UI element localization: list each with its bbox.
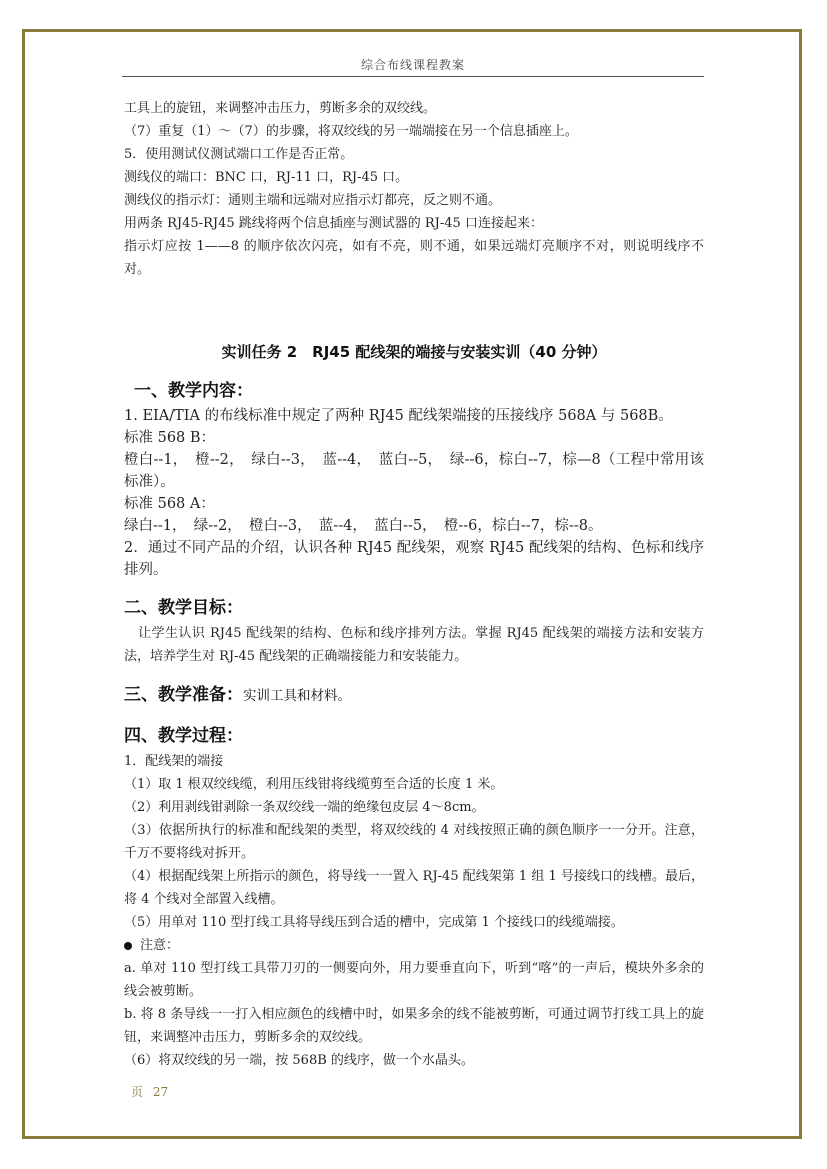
- task-title: 实训任务 2 RJ45 配线架的端接与安装实训（40 分钟）: [221, 343, 607, 361]
- text-line: 测线仪的端口：BNC 口，RJ-11 口，RJ-45 口。: [124, 170, 409, 185]
- section-heading-content: 一、教学内容：: [134, 381, 253, 401]
- text-line: a. 单对 110 型打线工具带刀刃的一侧要向外，用力要垂直向下，听到“喀”的一声后，模块外多余的线会被剪断。: [124, 961, 704, 999]
- text-line: 5．使用测试仪测试端口工作是否正常。: [124, 147, 354, 162]
- text-line: b. 将 8 条导线一一打入相应颜色的线槽中时，如果多余的线不能被剪断，可通过调节打线工具上的旋钮，来调整冲击压力，剪断多余的双绞线。: [124, 1007, 704, 1045]
- page-footer: [131, 1083, 168, 1100]
- text-line: （1）取 1 根双绞线缆，利用压线钳将线缆剪至合适的长度 1 米。: [124, 777, 504, 792]
- text-line: 标准 568 A：: [124, 496, 215, 512]
- section-heading-process: 四、教学过程：: [124, 726, 243, 746]
- text-line: （2）利用剥线钳剥除一条双绞线一端的绝缘包皮层 4～8cm。: [124, 800, 485, 815]
- prep-inline-text: 实训工具和材料。: [243, 688, 351, 704]
- bullet-icon: [124, 942, 132, 950]
- text-line: 1．配线架的端接: [124, 754, 224, 769]
- text-line: （3）依据所执行的标准和配线架的类型，将双绞线的 4 对线按照正确的颜色顺序一一分开。注意，千万不要将线对拆开。: [124, 823, 704, 861]
- text-line: 标准 568 B：: [124, 430, 216, 446]
- page-label: 页: [131, 1085, 144, 1099]
- note-label: 注意：: [140, 938, 180, 953]
- page-header: 综合布线课程教案: [360, 58, 465, 72]
- text-line: 2．通过不同产品的介绍，认识各种 RJ45 配线架，观察 RJ45 配线架的结构、色标和线序排列。: [124, 540, 704, 578]
- section-heading-goals: 二、教学目标：: [124, 598, 243, 618]
- text-line: （7）重复（1）～（7）的步骤，将双绞线的另一端端接在另一个信息插座上。: [124, 124, 578, 139]
- goals-text: 让学生认识 RJ45 配线架的结构、色标和线序排列方法。掌握 RJ45 配线架的端接方法和安装方法，培养学生对 RJ-45 配线架的正确端接能力和安装能力。: [124, 626, 704, 664]
- header-rule: [122, 76, 704, 77]
- text-line: （4）根据配线架上所指示的颜色，将导线一一置入 RJ-45 配线架第 1 组 1 号接线口的线槽。最后，将 4 个线对全部置入线槽。: [124, 869, 704, 907]
- page-content: [124, 97, 704, 1072]
- text-line: 绿白--1， 绿--2， 橙白--3， 蓝--4， 蓝白--5， 橙--6，棕白--7，棕--8。: [124, 518, 603, 534]
- note-label-line: [124, 934, 704, 957]
- page-number: 27: [152, 1085, 169, 1099]
- text-line: 测线仪的指示灯：通则主端和远端对应指示灯都亮，反之则不通。: [124, 193, 502, 208]
- prep-heading-text: 三、教学准备：: [124, 685, 243, 705]
- text-line: 指示灯应按 1——8 的顺序依次闪亮，如有不亮，则不通，如果远端灯亮顺序不对，则说明线序不对。: [124, 239, 704, 277]
- text-line: 工具上的旋钮，来调整冲击压力，剪断多余的双绞线。: [124, 101, 437, 116]
- text-line: 1. EIA/TIA 的布线标准中规定了两种 RJ45 配线架端接的压接线序 568A 与 568B。: [124, 408, 673, 424]
- text-line: 用两条 RJ45-RJ45 跳线将两个信息插座与测试器的 RJ-45 口连接起来：: [124, 216, 543, 231]
- text-line: （6）将双绞线的另一端，按 568B 的线序，做一个水晶头。: [124, 1053, 474, 1068]
- section-heading-prep: [124, 680, 704, 705]
- text-line: （5）用单对 110 型打线工具将导线压到合适的槽中，完成第 1 个接线口的线缆端接。: [124, 915, 624, 930]
- text-line: 橙白--1， 橙--2， 绿白--3， 蓝--4， 蓝白--5， 绿--6，棕白--7，棕—8（工程中常用该标准）。: [124, 452, 704, 490]
- top-lines: [124, 97, 704, 281]
